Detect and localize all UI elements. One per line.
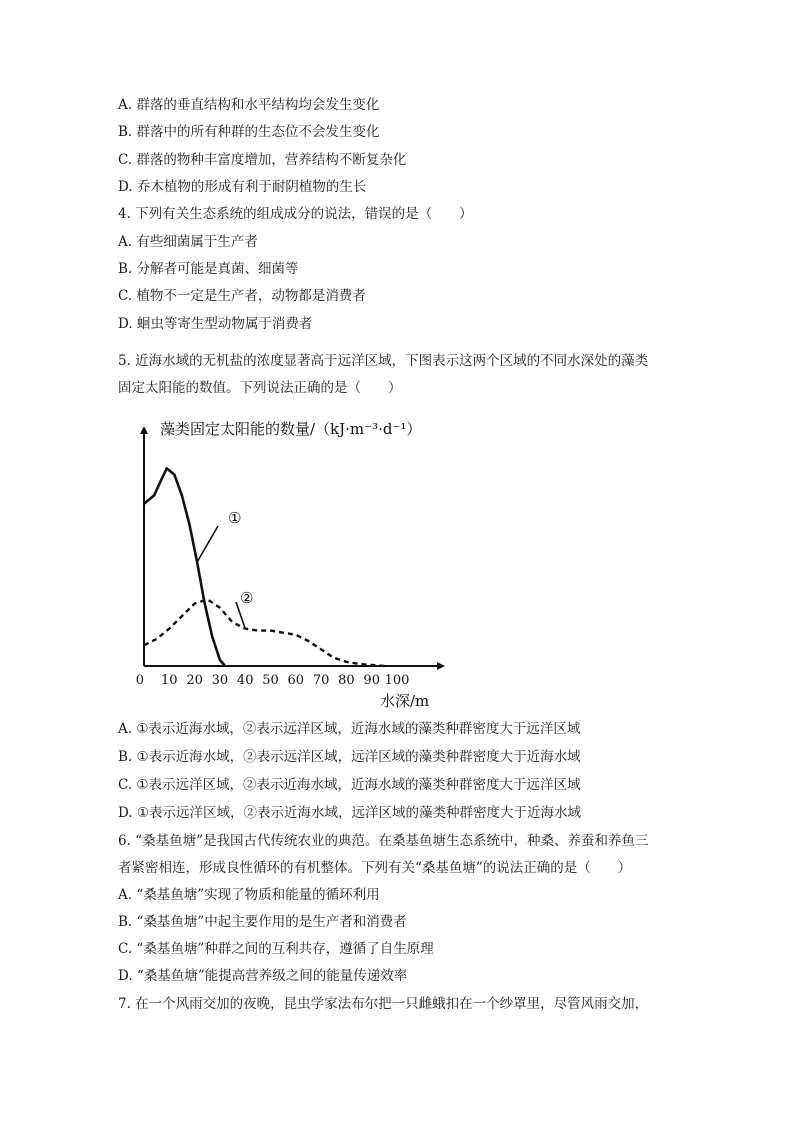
x-tick-label: 80 [338,673,355,688]
q6-option-a: A. “桑基鱼塘”实现了物质和能量的循环利用 [118,887,380,903]
q4-option-c: C. 植物不一定是生产者，动物都是消费者 [118,288,366,304]
series-label-leader-1 [197,526,218,562]
q5-option-c: C. ①表示远洋区域，②表示近海水域，近海水域的藻类种群密度大于远洋区域 [118,777,581,793]
q5-option-b: B. ①表示近海水域，②表示远洋区域，远洋区域的藻类种群密度大于近海水域 [118,749,581,765]
q5-chart [118,408,458,718]
series-line-1 [144,468,225,666]
q3-option-a: A. 群落的垂直结构和水平结构均会发生变化 [118,97,380,113]
q7-stem-line1: 7. 在一个风雨交加的夜晚，昆虫学家法布尔把一只雌蛾扣在一个纱罩里，尽管风雨交加， [118,996,649,1012]
q4-option-a: A. 有些细菌属于生产者 [118,234,258,250]
q6-option-d: D. “桑基鱼塘”能提高营养级之间的能量传递效率 [118,968,408,984]
q5-stem-line1: 5. 近海水域的无机盐的浓度显著高于远洋区域，下图表示这两个区域的不同水深处的藻类 [118,353,649,369]
q5-stem-line2: 固定太阳能的数值。下列说法正确的是（ ） [118,380,402,396]
x-tick-label: 60 [287,673,305,688]
x-tick-label: 40 [236,673,254,688]
q4-option-b: B. 分解者可能是真菌、细菌等 [118,261,299,277]
x-tick-label: 50 [262,673,279,688]
x-tick-label: 10 [161,673,178,688]
q6-stem-line1: 6. “桑基鱼塘”是我国古代传统农业的典范。在桑基鱼塘生态系统中，种桑、养蚕和养鱼三 [118,833,649,849]
q3-option-c: C. 群落的物种丰富度增加，营养结构不断复杂化 [118,152,407,168]
q4-option-d: D. 蛔虫等寄生型动物属于消费者 [118,316,313,332]
series-line-2 [144,599,384,666]
x-tick-label: 30 [211,673,229,688]
line-chart [118,408,458,718]
q5-option-a: A. ①表示近海水域，②表示远洋区域，近海水域的藻类种群密度大于远洋区域 [118,721,581,737]
x-tick-label: 20 [186,673,203,688]
q6-option-b: B. “桑基鱼塘”中起主要作用的是生产者和消费者 [118,914,407,930]
x-tick-label: 90 [363,673,380,688]
x-tick-label: 70 [312,673,330,688]
x-axis-label: 水深/m [380,692,430,710]
series-label-2: ② [240,589,254,607]
y-axis-label: 藻类固定太阳能的数量/（kJ·m⁻³·d⁻¹） [160,420,422,438]
q5-option-d: D. ①表示远洋区域，②表示近海水域，远洋区域的藻类种群密度大于近海水域 [118,805,582,821]
q3-option-b: B. 群落中的所有种群的生态位不会发生变化 [118,124,380,140]
series-label-1: ① [228,509,242,527]
x-tick-label: 100 [384,673,410,688]
q4-stem: 4. 下列有关生态系统的组成成分的说法，错误的是（ ） [118,206,473,222]
q3-option-d: D. 乔木植物的形成有利于耐阴植物的生长 [118,179,367,195]
x-tick-label: 0 [135,673,144,688]
q6-stem-line2: 者紧密相连，形成良性循环的有机整体。下列有关“桑基鱼塘”的说法正确的是（ ） [118,860,632,876]
q6-option-c: C. “桑基鱼塘”种群之间的互利共存，遵循了自生原理 [118,941,434,957]
